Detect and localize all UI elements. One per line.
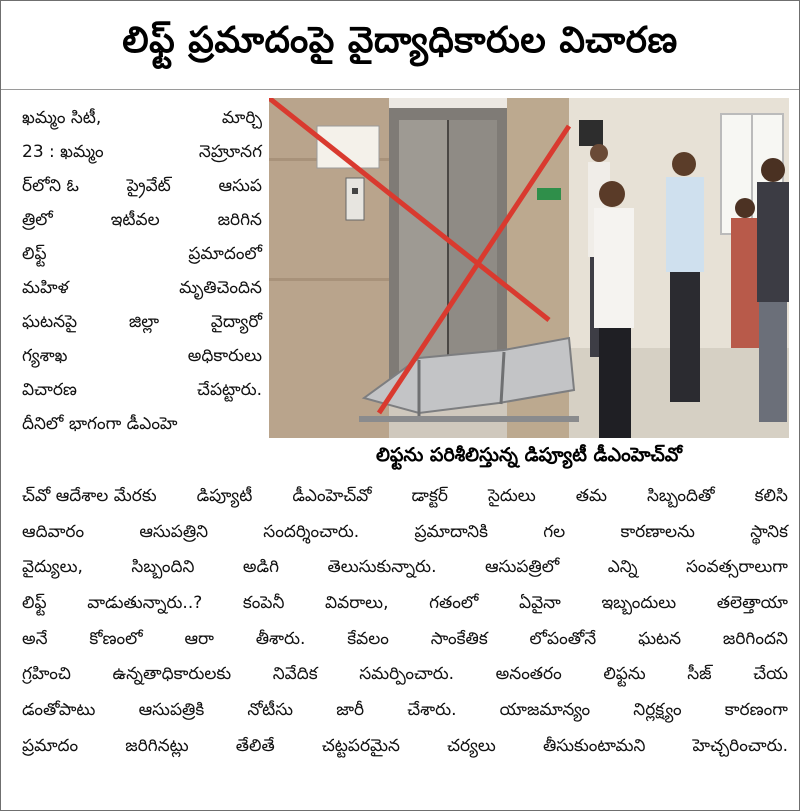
article-line: [22, 305, 262, 339]
article-line: [22, 135, 262, 169]
news-photo: [269, 98, 789, 438]
article-word: డీఎంహెచ్‌వో: [292, 486, 372, 506]
article-word: హెచ్చరించారు.: [692, 735, 788, 756]
article-word: కారణాలను: [620, 521, 695, 542]
exit-sign: [537, 188, 561, 200]
article-word: ఆసుపత్రిలో: [484, 557, 560, 578]
article-word: జరిగిన: [217, 210, 262, 230]
article-word: డంతోపాటు: [22, 700, 96, 721]
article-word: గ్రహించి: [22, 664, 71, 685]
article-word: విచారణ: [22, 380, 77, 400]
article-body: [22, 479, 788, 765]
article-word: కోణంలో: [89, 628, 143, 649]
article-word: డిప్యూటీ: [196, 486, 253, 506]
article-word: గల: [543, 521, 566, 542]
article-word: లోపంతోనే: [529, 628, 597, 649]
article-word: జరిగినట్లు: [125, 735, 189, 756]
article-word: సందర్శించారు.: [263, 521, 360, 542]
article-side-column: [22, 101, 262, 441]
article-word: ఇబ్బందులు: [601, 593, 677, 614]
article-line: [22, 373, 262, 407]
article-word: ఎన్ని: [607, 557, 638, 578]
person-woman-background: [731, 198, 759, 348]
article-word: సమర్పించారు.: [359, 664, 455, 685]
article-word: జారీ: [336, 700, 365, 721]
article-line: [22, 203, 262, 237]
article-word: ఆసుపత్రికి: [138, 700, 205, 721]
article-word: జిల్లా: [128, 312, 160, 332]
article-word: వాడుతున్నారు..?: [87, 593, 203, 614]
article-word: లిఫ్ట్: [22, 593, 47, 614]
article-word: ఘటనపై: [22, 312, 78, 332]
article-line: [22, 271, 262, 305]
article-word: త్రిలో: [22, 210, 53, 230]
article-word: ఉన్నతాధికారులకు: [112, 664, 232, 685]
article-word: లిఫ్టను: [603, 664, 646, 685]
article-word: వైద్యారో: [210, 312, 262, 332]
article-word: సాంకేతిక: [430, 628, 488, 649]
article-word: ర్‌లోని ఓ: [22, 176, 79, 196]
article-word: చట్టపరమైన: [321, 735, 400, 756]
article-word: అడిగి: [242, 557, 280, 578]
article-word: స్థానిక: [750, 521, 788, 542]
article-line: [22, 479, 788, 515]
article-word: ఏవైనా: [518, 593, 561, 614]
headline: లిఫ్ట్ ప్రమాదంపై వైద్యాధికారుల విచారణ: [122, 20, 678, 61]
article-word: నెహ్రూనగ: [198, 142, 262, 162]
article-word: ఘటన: [638, 628, 682, 649]
article-word: ఇటీవల: [110, 210, 160, 230]
article-word: అనే: [22, 628, 48, 649]
article-word: నివేదిక: [272, 664, 318, 685]
lift-call-button-panel: [346, 178, 364, 220]
article-word: ప్రమాదంలో: [188, 244, 262, 264]
article-word: ఆరా: [184, 628, 214, 649]
article-word: సంవత్సరాలుగా: [685, 557, 788, 578]
article-word: కలిసి: [754, 486, 788, 506]
article-word: కంపెనీ: [242, 593, 285, 614]
article-word: గతంలో: [429, 593, 479, 614]
article-word: సైదులు: [487, 486, 536, 506]
article-line: [22, 339, 262, 373]
lift-door-right: [449, 120, 497, 390]
article-line: [22, 729, 788, 765]
article-word: తేలితే: [235, 735, 275, 756]
article-word: తలెత్తాయా: [716, 593, 788, 614]
article-word: చేయ: [753, 664, 788, 685]
article-word: చ్‌వో ఆదేశాల మేరకు: [22, 486, 157, 506]
article-line: [22, 407, 262, 441]
article-word: కేవలం: [347, 628, 389, 649]
article-word: ప్రైవేట్: [126, 176, 171, 196]
article-line: [22, 622, 788, 658]
person-right-officer: [666, 152, 704, 402]
article-word: నిర్లక్ష్యం: [633, 700, 682, 721]
article-word: చేశారు.: [407, 700, 457, 721]
article-line: [22, 657, 788, 693]
article-word: తీసుకుంటామని: [542, 735, 646, 756]
article-word: 23 : ఖమ్మం: [22, 142, 104, 162]
article-word: మహిళ: [22, 278, 69, 298]
article-line: [22, 693, 788, 729]
article-word: సిబ్బందితో: [646, 486, 715, 506]
article-word: సీజ్: [687, 664, 712, 685]
article-word: నోటీసు: [247, 700, 294, 721]
article-word: చర్యలు: [447, 735, 496, 756]
article-word: తమ: [575, 486, 607, 506]
article-word: యాజమాన్యం: [499, 700, 591, 721]
person-right-edge: [757, 158, 789, 422]
article-word: గ్యశాఖ: [22, 346, 68, 366]
display-screen: [579, 120, 603, 146]
person-deputy-dmho: [594, 181, 634, 438]
article-word: ఆసుపత్రిని: [139, 521, 209, 542]
article-word: ప్రమాదం: [22, 735, 79, 756]
article-word: ఖమ్మం సిటీ,: [22, 108, 102, 128]
article-line: [22, 586, 788, 622]
article-line: [22, 237, 262, 271]
article-line: [22, 515, 788, 551]
article-word: కారణంగా: [724, 700, 788, 721]
article-word: సిబ్బందిని: [131, 557, 195, 578]
article-word: తీశారు.: [255, 628, 306, 649]
article-word: వైద్యులు,: [22, 557, 83, 578]
article-word: తెలుసుకున్నారు.: [327, 557, 437, 578]
photo-caption: లిఫ్టను పరిశీలిస్తున్న డిప్యూటీ డీఎంహెచ్‌వో: [375, 443, 683, 466]
article-word: డాక్టర్: [411, 486, 448, 506]
article-line: [22, 169, 262, 203]
article-word: ఆసుప: [218, 176, 262, 196]
article-word: ఆదివారం: [22, 521, 85, 542]
article-word: జరిగిందని: [722, 628, 788, 649]
article-word: దీనిలో భాగంగా డీఎంహె: [22, 414, 178, 434]
article-line: [22, 550, 788, 586]
article-word: వివరాలు,: [325, 593, 389, 614]
article-word: అనంతరం: [495, 664, 562, 685]
article-word: ప్రమాదానికి: [414, 521, 488, 542]
article-word: మృతిచెందిన: [179, 278, 262, 298]
headline-divider: [1, 89, 799, 90]
article-word: మార్చి: [221, 108, 262, 128]
article-word: చేపట్టారు.: [197, 380, 262, 400]
article-word: అధికారులు: [187, 346, 262, 366]
article-word: లిఫ్ట్: [22, 244, 47, 264]
article-line: [22, 101, 262, 135]
